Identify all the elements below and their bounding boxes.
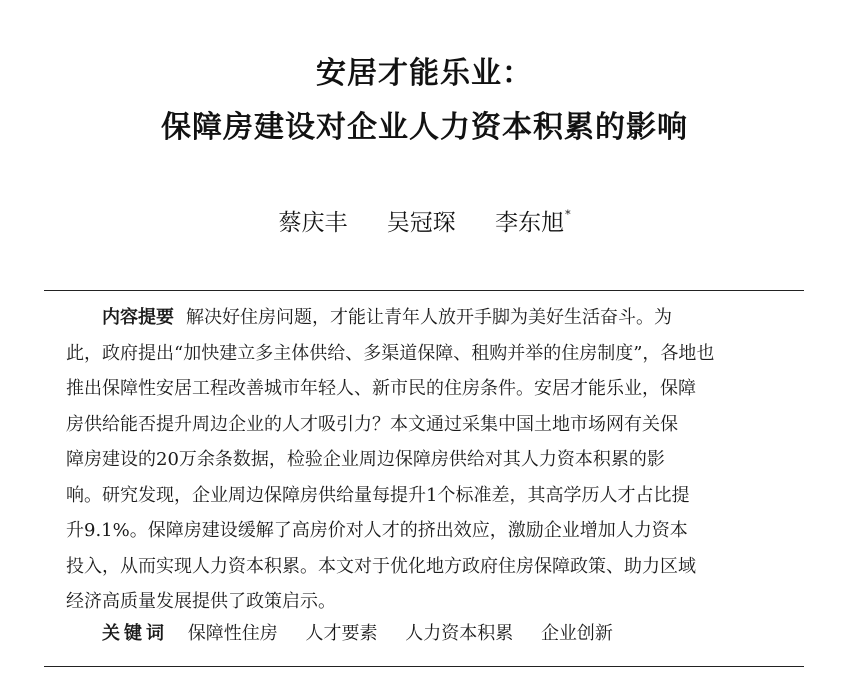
abstract-line: 升9.1%。保障房建设缓解了高房价对人才的挤出效应，激励企业增加人力资本 xyxy=(66,520,688,541)
abstract-line xyxy=(66,300,788,336)
author-name: 吴冠琛 xyxy=(386,210,456,236)
top-divider xyxy=(44,290,804,291)
author-list xyxy=(0,204,849,237)
abstract-line: 房供给能否提升周边企业的人才吸引力？本文通过采集中国土地市场网有关保 xyxy=(66,413,678,435)
abstract xyxy=(66,300,788,620)
corresponding-author-mark: * xyxy=(565,208,571,221)
abstract-line: 经济高质量发展提供了政策启示。 xyxy=(66,591,336,612)
abstract-line: 此，政府提出“加快建立多主体供给、多渠道保障、租购并举的住房制度”，各地也 xyxy=(66,342,715,364)
keywords-heading: 关键词 xyxy=(102,623,168,644)
abstract-line: 障房建设的20万余条数据，检验企业周边保障房供给对其人力资本积累的影 xyxy=(66,449,665,470)
keyword: 企业创新 xyxy=(540,623,613,644)
author-name: 李东旭 xyxy=(495,210,565,236)
abstract-line: 响。研究发现，企业周边保障房供给量每提升1个标准差，其高学历人才占比提 xyxy=(66,484,690,506)
author-1 xyxy=(278,204,347,237)
abstract-heading: 内容提要 xyxy=(102,307,174,328)
title-line-1: 安居才能乐业： xyxy=(316,56,533,91)
keyword: 保障性住房 xyxy=(187,623,278,644)
keyword: 人力资本积累 xyxy=(405,623,514,644)
abstract-line: 投入，从而实现人力资本积累。本文对于优化地方政府住房保障政策、助力区域 xyxy=(66,555,696,577)
keywords xyxy=(102,620,635,648)
abstract-line: 推出保障性安居工程改善城市年轻人、新市民的住房条件。安居才能乐业，保障 xyxy=(66,378,696,399)
title-line-2: 保障房建设对企业人力资本积累的影响 xyxy=(161,110,688,145)
author-2 xyxy=(387,204,456,237)
author-3 xyxy=(495,204,571,237)
keyword: 人才要素 xyxy=(305,623,378,644)
abstract-text: 解决好住房问题，才能让青年人放开手脚为美好生活奋斗。为 xyxy=(186,307,672,328)
author-name: 蔡庆丰 xyxy=(278,210,348,236)
bottom-divider xyxy=(44,666,804,667)
